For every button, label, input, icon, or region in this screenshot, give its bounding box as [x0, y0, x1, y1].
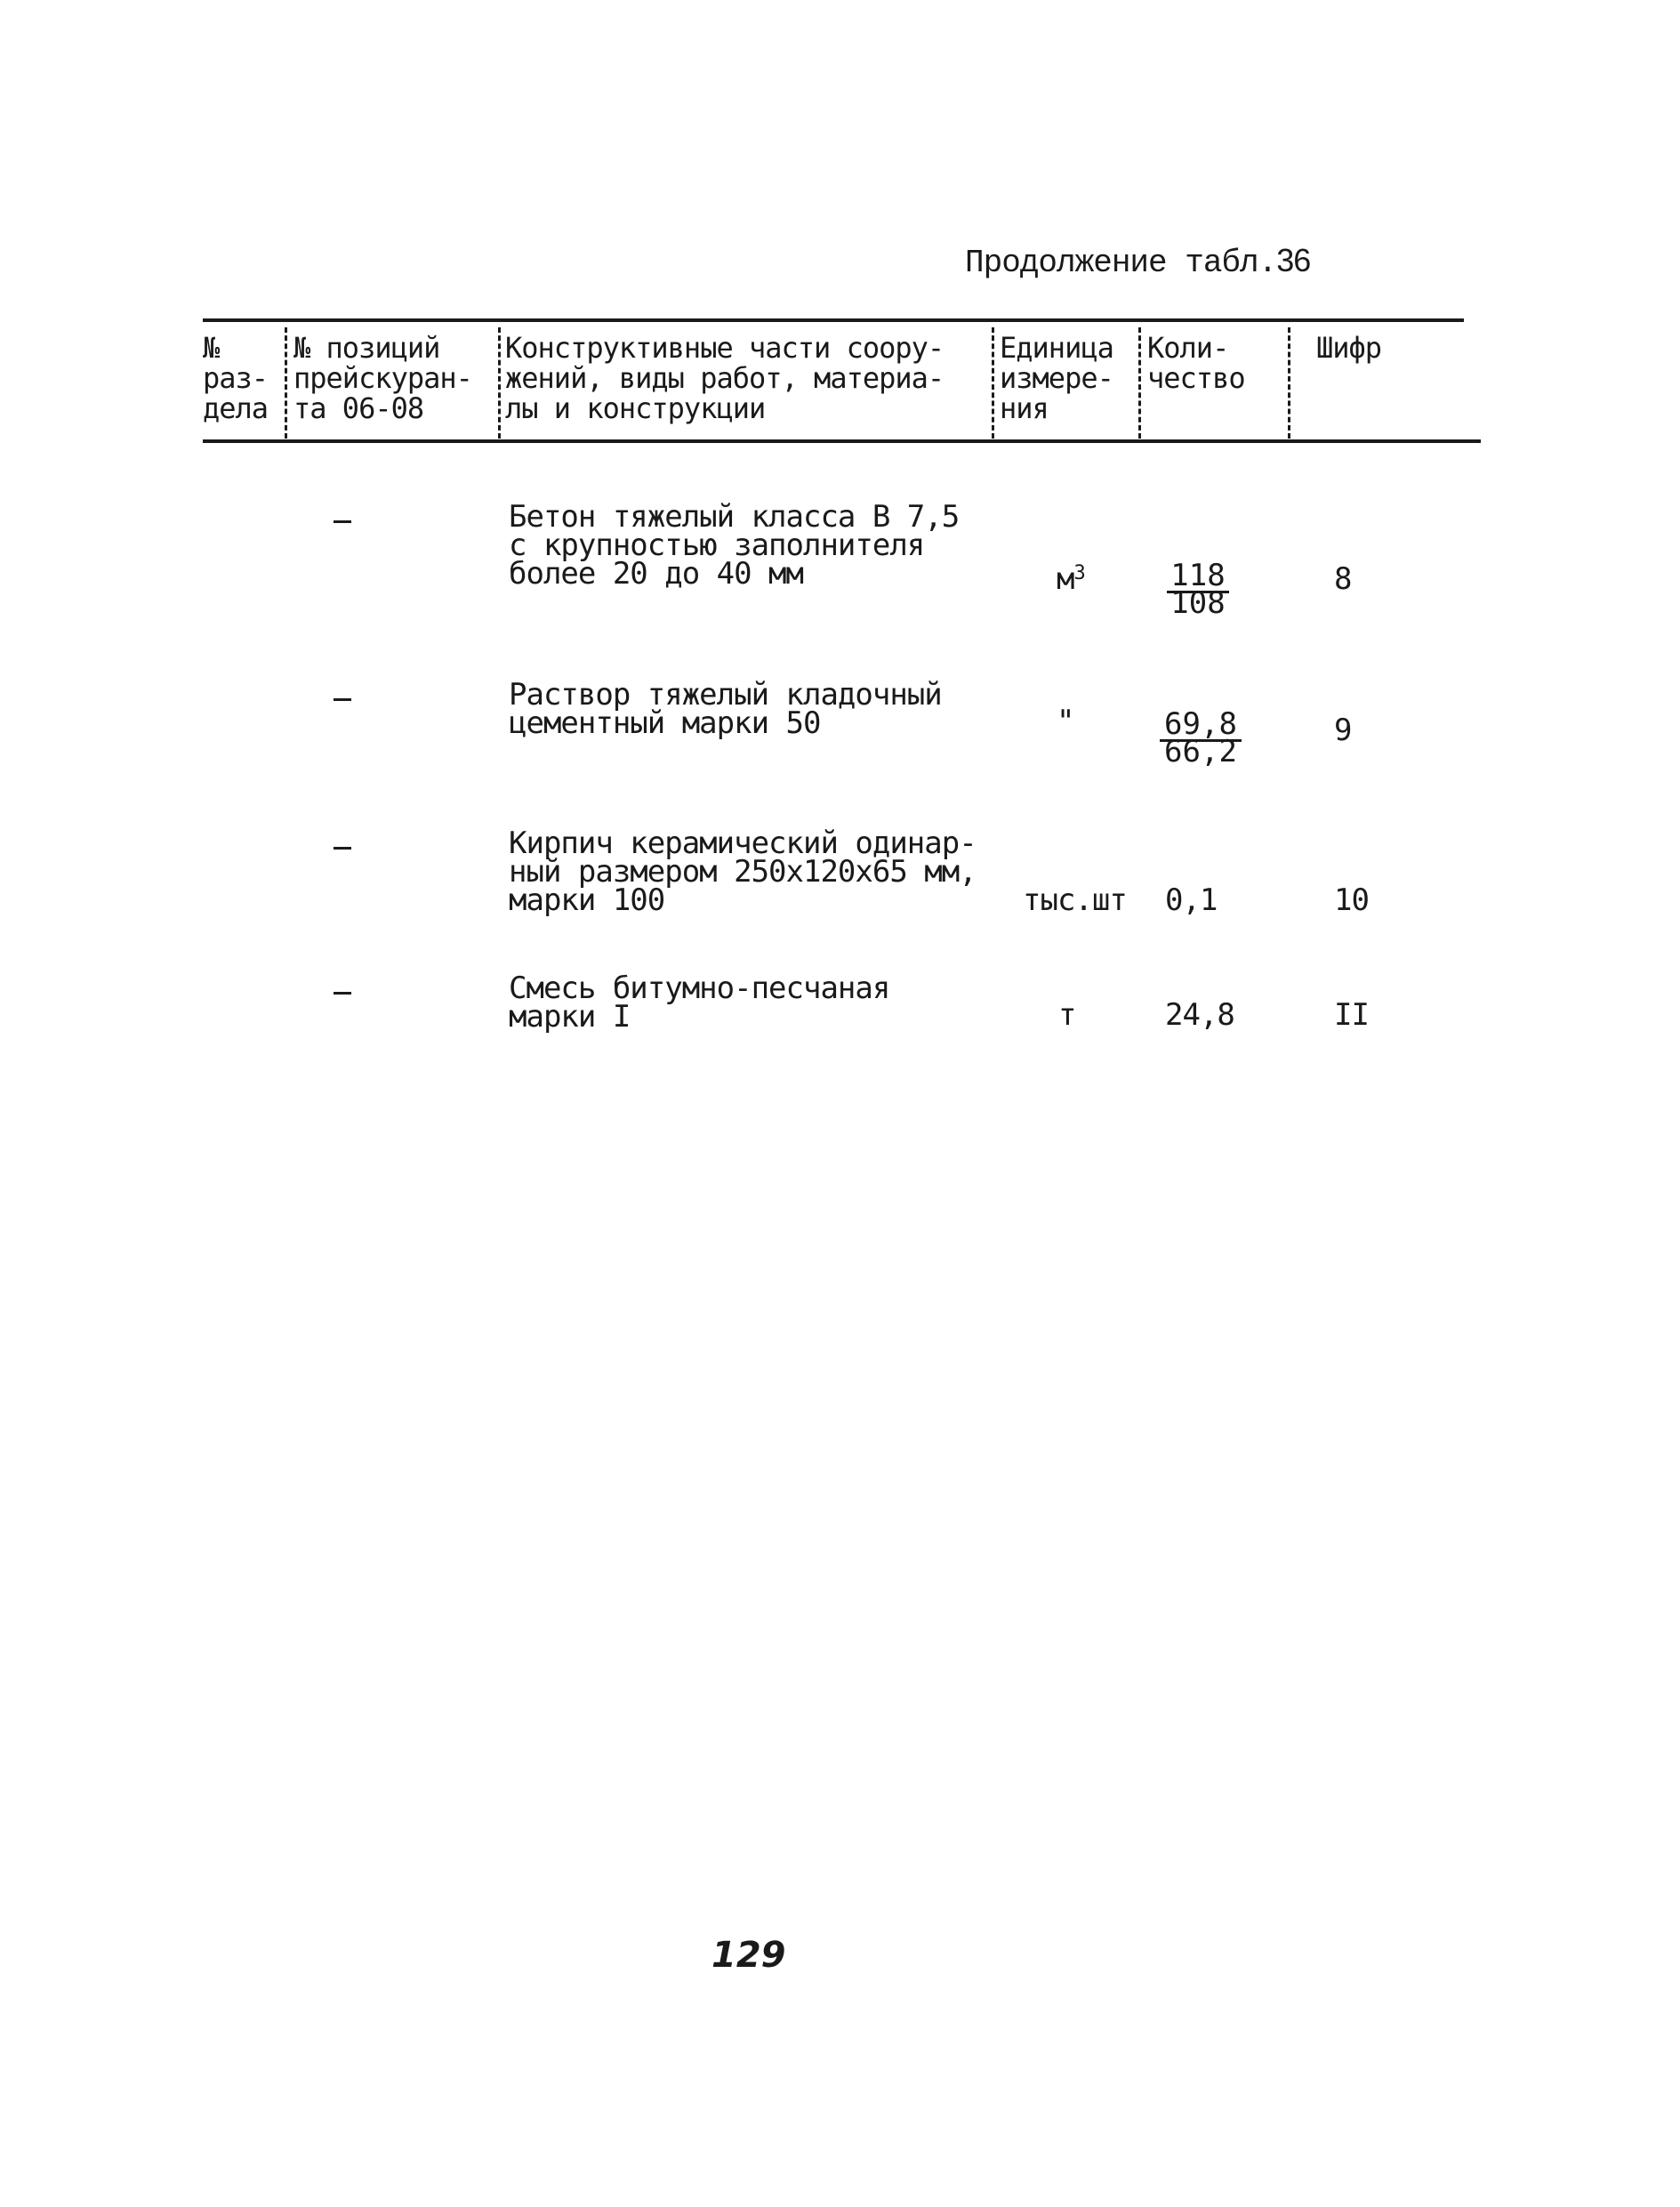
position-dash [334, 520, 351, 523]
quantity-top: 69,8 [1164, 706, 1237, 742]
header-quantity: Коли- чество [1147, 331, 1245, 395]
header-separator [285, 327, 289, 439]
row-quantity-fraction [1165, 558, 1231, 621]
row-description: Бетон тяжелый класса В 7,5 с крупностью заполнителя более 20 до 40 мм [509, 499, 960, 592]
continuation-text: Продолжение табл. [965, 245, 1277, 281]
header-unit: Единица измере- ния [1000, 331, 1113, 425]
row-description: Раствор тяжелый кладочный цементный марки 50 [509, 677, 942, 741]
position-dash [334, 847, 351, 850]
header-separator [1288, 327, 1292, 439]
quantity-bottom: 108 [1170, 585, 1226, 621]
table-header-bottom-rule [203, 439, 1481, 443]
header-section-number: № раз- дела [203, 331, 269, 425]
table-continuation-label [965, 242, 1310, 281]
row-unit [1057, 561, 1085, 597]
quantity-bottom: 66,2 [1164, 734, 1237, 769]
row-unit: т [1058, 997, 1076, 1033]
row-code: 8 [1334, 561, 1352, 597]
quantity-top: 118 [1170, 558, 1226, 593]
row-quantity-fraction [1158, 706, 1243, 769]
header-separator [992, 327, 996, 439]
position-dash [334, 698, 351, 701]
row-code: 10 [1334, 882, 1369, 918]
position-dash [334, 992, 351, 995]
row-code: II [1334, 997, 1369, 1033]
row-unit: тыс.шт [1023, 882, 1127, 918]
row-unit: " [1057, 704, 1074, 739]
unit-superscript: 3 [1073, 562, 1085, 584]
header-structural-parts: Конструктивные части соору- жений, виды работ, материа- лы и конструкции [505, 331, 944, 425]
header-price-list-positions: № позиций прейскуран- та 06-08 [293, 331, 472, 425]
header-code: Шифр [1316, 331, 1382, 365]
page-number: 129 [711, 1935, 786, 1976]
row-description: Смесь битумно-песчаная марки I [509, 971, 890, 1035]
table-number: 36 [1276, 242, 1311, 278]
table-top-rule [203, 318, 1464, 322]
row-quantity: 0,1 [1165, 882, 1218, 918]
row-quantity: 24,8 [1165, 997, 1234, 1033]
unit-text: м [1057, 561, 1074, 597]
row-code: 9 [1334, 713, 1352, 748]
row-description: Кирпич керамический одинар- ный размером 250х120х65 мм, марки 100 [509, 826, 977, 918]
header-separator [1138, 327, 1143, 439]
header-separator [498, 327, 502, 439]
